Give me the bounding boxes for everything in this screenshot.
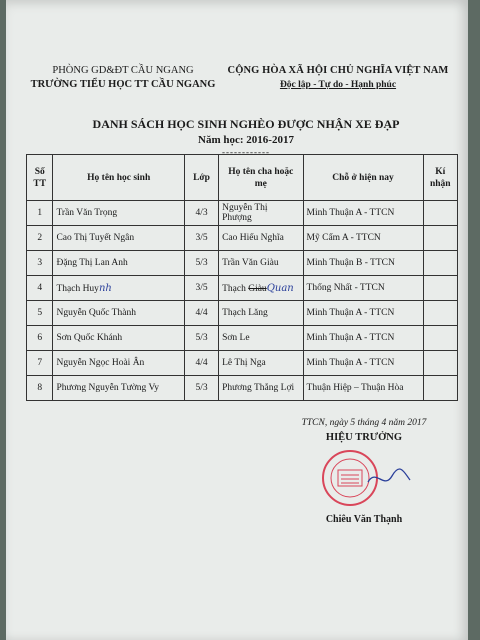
cell-class: 5/3 xyxy=(184,326,218,351)
cell-student-name: Đặng Thị Lan Anh xyxy=(53,251,184,276)
col-address: Chỗ ở hiện nay xyxy=(303,155,423,201)
table-row xyxy=(27,276,458,301)
header-republic: CỘNG HÒA XÃ HỘI CHỦ NGHĨA VIỆT NAM xyxy=(227,65,449,76)
cell-address: Minh Thuận A - TTCN xyxy=(303,301,423,326)
table-row xyxy=(27,226,458,251)
student-table xyxy=(26,154,458,401)
cell-student-name: Phương Nguyễn Tường Vy xyxy=(53,376,184,401)
cell-class: 3/5 xyxy=(184,226,218,251)
title-main: DANH SÁCH HỌC SINH NGHÈO ĐƯỢC NHẬN XE ĐẠP xyxy=(92,117,400,131)
cell-student-name: Sơn Quốc Khánh xyxy=(53,326,184,351)
col-signature: Kí nhận xyxy=(423,155,457,201)
col-parent-name: Họ tên cha hoặc mẹ xyxy=(219,155,303,201)
cell-parent-name: Cao Hiếu Nghĩa xyxy=(219,226,303,251)
table-row xyxy=(27,201,458,226)
cell-parent-name xyxy=(219,276,303,301)
cell-signature xyxy=(423,201,457,226)
cell-stt: 1 xyxy=(27,201,53,226)
cell-stt: 4 xyxy=(27,276,53,301)
cell-address: Mỹ Cẩm A - TTCN xyxy=(303,226,423,251)
table-row xyxy=(27,376,458,401)
col-stt: Số TT xyxy=(27,155,53,201)
title-divider: ------------ xyxy=(222,147,270,157)
cell-signature xyxy=(423,226,457,251)
cell-class: 5/3 xyxy=(184,376,218,401)
cell-parent-name: Sơn Le xyxy=(219,326,303,351)
cell-address: Minh Thuận A - TTCN xyxy=(303,326,423,351)
document-page xyxy=(6,0,468,640)
cell-stt: 8 xyxy=(27,376,53,401)
parent-name-typed: Thạch xyxy=(222,283,246,294)
cell-class: 4/3 xyxy=(184,201,218,226)
header-national xyxy=(224,64,452,92)
cell-address: Minh Thuận A - TTCN xyxy=(303,201,423,226)
cell-stt: 3 xyxy=(27,251,53,276)
cell-class: 4/4 xyxy=(184,301,218,326)
official-seal-stamp xyxy=(306,448,426,508)
header-agency xyxy=(28,64,218,92)
header-school: TRƯỜNG TIỂU HỌC TT CẦU NGANG xyxy=(30,79,216,90)
cell-student-name: Nguyễn Ngọc Hoài Ân xyxy=(53,351,184,376)
cell-parent-name: Trần Văn Giàu xyxy=(219,251,303,276)
cell-student-name: Nguyễn Quốc Thành xyxy=(53,301,184,326)
header-motto: Độc lập - Tự do - Hạnh phúc xyxy=(279,80,397,90)
cell-stt: 5 xyxy=(27,301,53,326)
cell-class: 4/4 xyxy=(184,351,218,376)
cell-signature xyxy=(423,326,457,351)
handwritten-correction: Quan xyxy=(266,282,294,294)
cell-class: 5/3 xyxy=(184,251,218,276)
table-row xyxy=(27,251,458,276)
title-year: Năm học: 2016-2017 xyxy=(198,134,294,146)
cell-signature xyxy=(423,276,457,301)
cell-stt: 7 xyxy=(27,351,53,376)
document-title xyxy=(46,116,446,156)
cell-parent-name: Lê Thị Nga xyxy=(219,351,303,376)
cell-signature xyxy=(423,351,457,376)
table-row xyxy=(27,326,458,351)
student-name-typed: Thạch Huy xyxy=(56,283,99,294)
cell-parent-name: Phương Thắng Lợi xyxy=(219,376,303,401)
table-row xyxy=(27,301,458,326)
cell-stt: 2 xyxy=(27,226,53,251)
signer-title: HIỆU TRƯỞNG xyxy=(325,432,403,443)
table-header-row xyxy=(27,155,458,201)
table-row xyxy=(27,351,458,376)
cell-stt: 6 xyxy=(27,326,53,351)
cell-signature xyxy=(423,301,457,326)
cell-parent-name: Nguyễn Thị Phượng xyxy=(219,201,303,226)
cell-address: Minh Thuận B - TTCN xyxy=(303,251,423,276)
cell-signature xyxy=(423,251,457,276)
col-student-name: Họ tên học sinh xyxy=(53,155,184,201)
handwritten-correction: nh xyxy=(98,282,112,294)
cell-address: Thuận Hiệp – Thuận Hòa xyxy=(303,376,423,401)
cell-student-name xyxy=(53,276,184,301)
cell-class: 3/5 xyxy=(184,276,218,301)
cell-signature xyxy=(423,376,457,401)
col-class: Lớp xyxy=(184,155,218,201)
cell-address: Thống Nhất - TTCN xyxy=(303,276,423,301)
cell-address: Minh Thuận A - TTCN xyxy=(303,351,423,376)
cell-parent-name: Thạch Lăng xyxy=(219,301,303,326)
struck-text: Giàu xyxy=(248,283,267,294)
signer-name: Chiêu Văn Thạnh xyxy=(325,514,403,525)
cell-student-name: Trần Văn Trọng xyxy=(53,201,184,226)
header-department: PHÒNG GD&ĐT CẦU NGANG xyxy=(52,65,194,76)
signing-date: TTCN, ngày 5 tháng 4 năm 2017 xyxy=(301,418,427,428)
cell-student-name: Cao Thị Tuyết Ngân xyxy=(53,226,184,251)
